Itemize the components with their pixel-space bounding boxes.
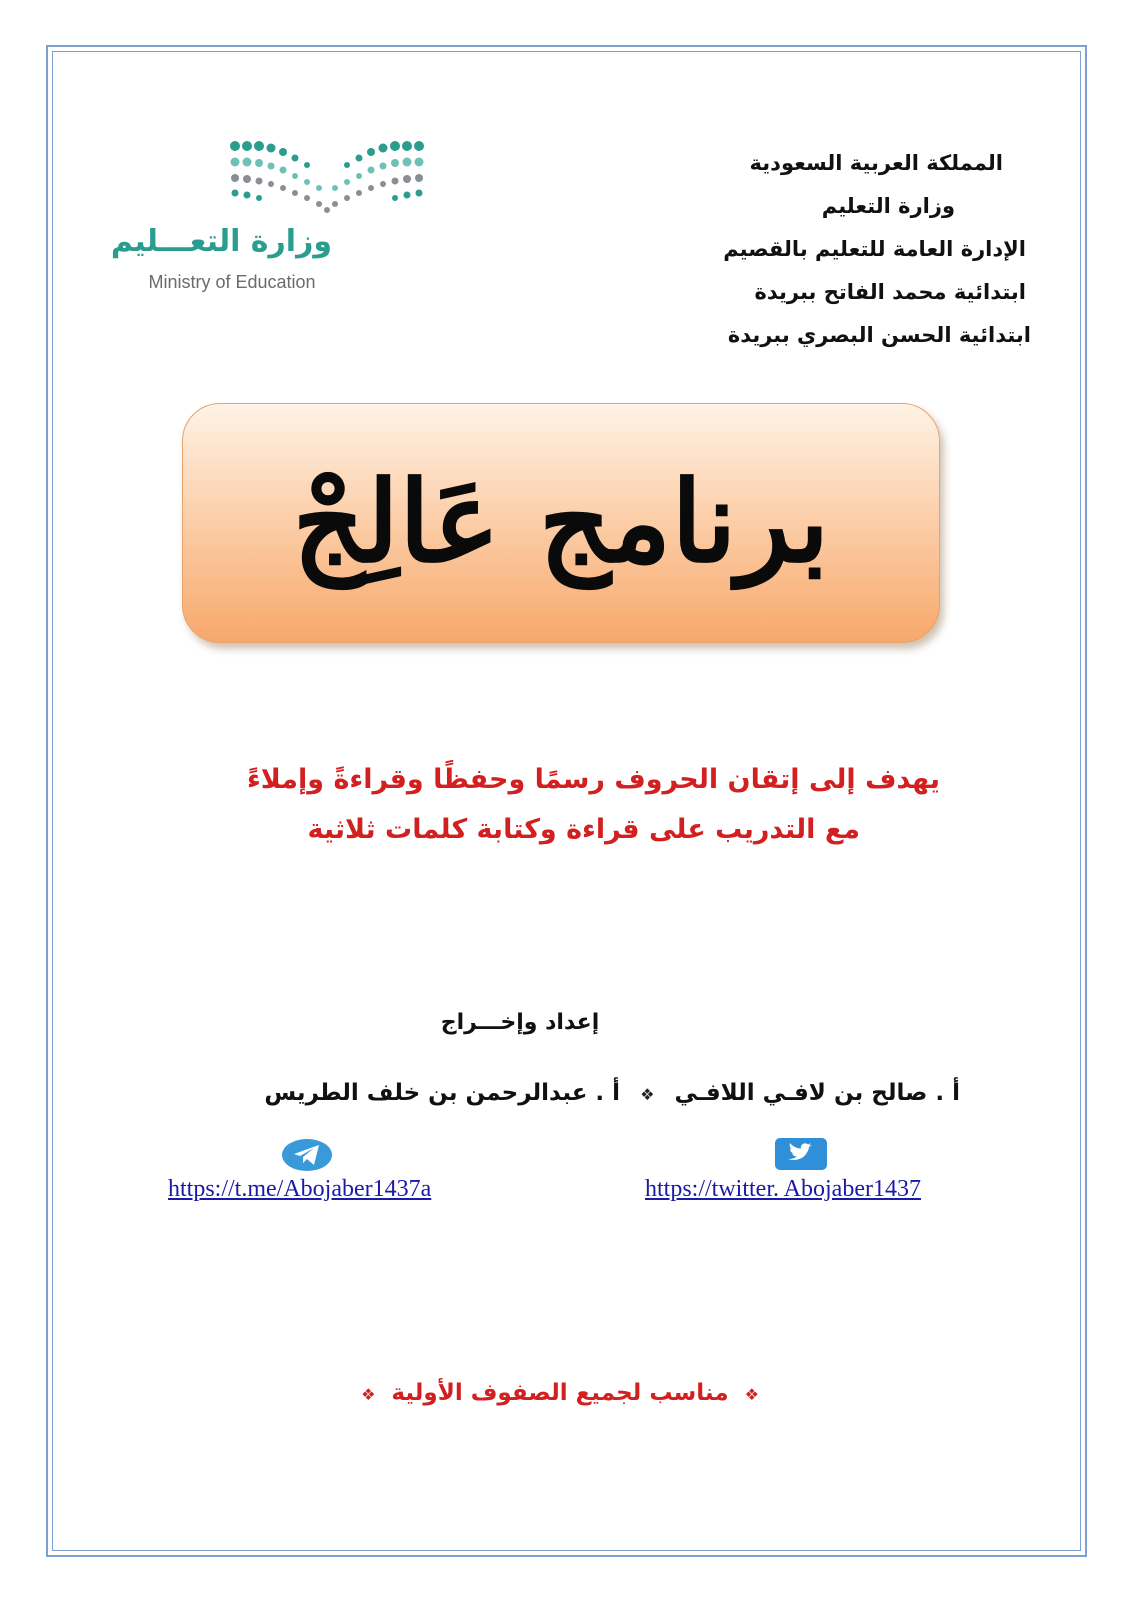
- header-line-school-2: ابتدائية الحسن البصري ببريدة: [727, 323, 1031, 347]
- telegram-plane-icon[interactable]: [281, 1138, 333, 1172]
- author-1: أ . صالح بن لافـي اللافـي: [674, 1080, 960, 1106]
- ministry-logo-dots-icon: [227, 138, 427, 218]
- suitability-note: [300, 1380, 820, 1406]
- ministry-logo-english: Ministry of Education: [148, 272, 316, 292]
- bullet-diamond-icon: ❖: [744, 1385, 759, 1404]
- goal-line-1: يهدف إلى إتقان الحروف رسمًا وحفظًا وقراءةً وإملاءً: [247, 764, 940, 795]
- author-2: أ . عبدالرحمن بن خلف الطريس: [264, 1080, 621, 1106]
- program-title: برنامج عَالِجْ: [292, 457, 830, 588]
- suitability-text: مناسب لجميع الصفوف الأولية: [391, 1380, 729, 1406]
- header-line-ministry: وزارة التعليم: [821, 194, 955, 218]
- ministry-logo: [110, 138, 432, 308]
- header-block: [551, 142, 1031, 357]
- goal-line-2: مع التدريب على قراءة وكتابة كلمات ثلاثية: [307, 814, 860, 845]
- author-separator-icon: ❖: [640, 1085, 655, 1104]
- title-banner: [182, 403, 940, 643]
- twitter-bird-icon[interactable]: [775, 1138, 827, 1170]
- header-line-directorate: الإدارة العامة للتعليم بالقصيم: [723, 237, 1026, 261]
- authors-line: [160, 1080, 960, 1106]
- header-line-school-1: ابتدائية محمد الفاتح ببريدة: [754, 280, 1026, 304]
- telegram-link[interactable]: https://t.me/Abojaber1437a: [168, 1176, 432, 1202]
- prepared-by-heading: إعداد وإخـــراج: [440, 1010, 600, 1035]
- header-line-country: المملكة العربية السعودية: [749, 151, 1003, 175]
- program-goal: [150, 755, 940, 855]
- ministry-logo-arabic: وزارة التعـــليم: [110, 224, 332, 259]
- bullet-diamond-icon: ❖: [361, 1385, 376, 1404]
- twitter-link[interactable]: https://twitter. Abojaber1437: [645, 1176, 921, 1202]
